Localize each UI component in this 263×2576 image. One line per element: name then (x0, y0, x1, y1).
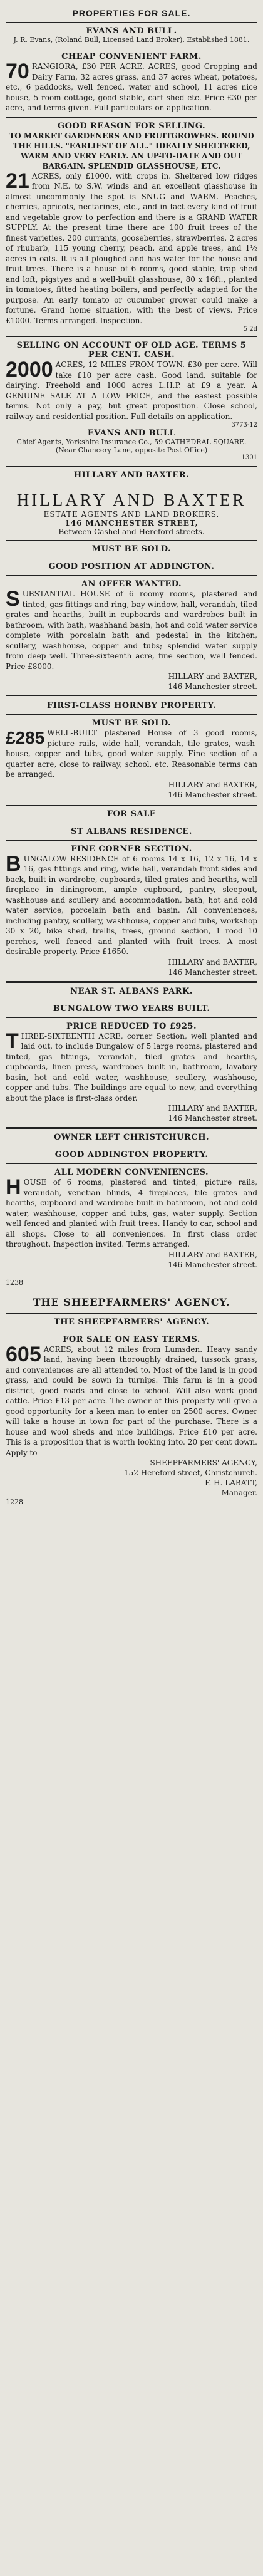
divider (6, 804, 257, 806)
agency-banner: THE SHEEPFARMERS' AGENCY. (33, 1296, 230, 1308)
ref-number: 1228 (6, 1498, 23, 1506)
rule (6, 840, 257, 841)
listing-price: £285 (6, 728, 45, 747)
ad-text: ACRES, 12 MILES FROM TOWN. £30 per acre. Will take £10 per acre cash. Good land, suitable for dairying. Freehold and 1000 acres L.H.P. at £9 a year. A GENUINE SALE AT A LOW PRICE, and the easiest possible terms. Not only a pay, but great proposition. Close school, railway and residential position. Full details on application. (6, 360, 257, 421)
ad-header: EVANS AND BULL. (86, 26, 177, 36)
firm-name-line: HILLARY AND BAXTER. (73, 470, 190, 480)
ad-body (6, 360, 257, 422)
signature-name: HILLARY and BAXTER, (168, 672, 257, 681)
listing-title: OWNER LEFT CHRISTCHURCH. (53, 1133, 210, 1142)
firm-between: Between Cashel and Hereford streets. (58, 527, 205, 536)
offer: AN OFFER WANTED. (81, 579, 182, 589)
listing-body (6, 851, 257, 957)
signature-name: HILLARY and BAXTER, (168, 780, 257, 789)
ad-text: ACRES, only £1000, with crops in. Sheltered low ridges from N.E. to S.W. winds and an excellent glasshouse in almost uncommonly the spot is SNUG and WARM. Peaches, cherries, apricots, nectarines, etc., and in fact every kind of fruit and vegetable grow to perfection and there is a GRAND WATER SUPPLY. At the present time there are 100 fruit trees of the finest varieties, 200 currants, gooseberries, strawberries, 2 acres of rhubarb, 115 young cherry, peach, and apple trees, and 1½ acres in oats. It is all ploughed and has water for the house and fruit trees. There is a house of 6 rooms, good stable, trap shed and loft, pigstyes and a well-built glasshouse, 80 x 16ft., planted in tomatoes, fitted heating boilers, and perfectly adapted for the purpose. An early tomato or cucumber grower could make a fortune. Grand home situation, with the best of views. Price £1000. Terms arranged. Inspection. (6, 171, 257, 325)
firm-address: 146 MANCHESTER STREET, (64, 519, 199, 527)
firm-role: ESTATE AGENTS AND LAND BROKERS, (43, 510, 220, 519)
ad-sheepfarmers (6, 1296, 257, 1507)
sale-note: MUST BE SOLD. (91, 544, 172, 554)
ad-ref: 5 2d (243, 326, 257, 333)
lead-number: 21 (6, 169, 29, 193)
signature-name: HILLARY and BAXTER, (168, 1250, 257, 1259)
listing-title: NEAR ST. ALBANS PARK. (70, 986, 193, 996)
signature-name: HILLARY and BAXTER, (168, 957, 257, 967)
ad-good-reason (6, 122, 257, 333)
listing-text: WELL-BUILT plastered House of 3 good rooms, picture rails, wide hall, verandah, tile grates, wash-house, copper and tubs, good water supply. Fine section of a quarter acre, close to railway, school, etc. Reasonable terms can be arranged. (6, 729, 257, 779)
hillary-baxter-main (6, 470, 257, 692)
listing-note: ALL MODERN CONVENIENCES. (54, 1168, 209, 1177)
signature-1: SHEEPFARMERS' AGENCY, (150, 1458, 257, 1467)
listing-text: OUSE of 6 rooms, plastered and tinted, picture rails, verandah, venetian blinds, 4 fireplaces, tile grates and hearths, cupboard and wardrobe built-in bathroom, hot and cold water, washhouse, copper and tubs, gas, water supply. Section well fenced and planted with fruit trees. Handy to car, school and all shops. Close to all conveniences. In first class order throughout. Inspection invited. Terms arranged. (6, 1178, 257, 1249)
listing-note: FINE CORNER SECTION. (71, 844, 192, 854)
rule (6, 540, 257, 541)
ad-header: EVANS AND BULL (87, 428, 176, 438)
title-rule (6, 22, 257, 23)
signature-address: 146 Manchester street. (168, 967, 257, 977)
signature-3: F. H. LABATT, (205, 1478, 257, 1487)
lead-letter: S (6, 587, 20, 611)
listing-note: MUST BE SOLD. (91, 719, 172, 728)
listing-st-albans-park (6, 987, 257, 1124)
rule (6, 1163, 257, 1164)
page-title: PROPERTIES FOR SALE. (72, 8, 191, 18)
ad-title: GOOD REASON FOR SELLING. (57, 121, 206, 131)
lead-number: 605 (6, 1342, 41, 1366)
signature-address: 146 Manchester street. (168, 1260, 257, 1269)
listing-title: FIRST-CLASS HORNBY PROPERTY. (47, 701, 216, 710)
agency-header: THE SHEEPFARMERS' AGENCY. (54, 1317, 209, 1327)
listing-body (6, 1031, 257, 1104)
listing-subtitle: ST ALBANS RESIDENCE. (71, 826, 192, 836)
listing-hornby (6, 701, 257, 800)
ad-body (6, 61, 257, 113)
listing-body (6, 1177, 257, 1250)
firm-big-name: HILLARY AND BAXTER (16, 491, 247, 509)
listing-subtitle: BUNGALOW TWO YEARS BUILT. (53, 1004, 210, 1014)
lead-number: 2000 (6, 358, 53, 382)
lead-letter: T (6, 1029, 19, 1053)
listing-text: HREE-SIXTEENTH ACRE, corner Section, well planted and laid out, to include Bungalow of 5 large rooms, plastered and tinted, gas fittings, verandah, tiled grates and hearths, cupboards, linen press, wardrobes built in, bathroom, lavatory basin, hot and cold water, washhouse, scullery, washhouse, copper and tubs. The buildings are equal to new, and everything about the place is first-class order. (6, 1031, 257, 1103)
firm-line: Chief Agents, Yorkshire Insurance Co., 59 CATHEDRAL SQUARE. (Near Chancery Lane, opposite Post Office) (16, 438, 247, 454)
divider (6, 695, 257, 697)
divider (6, 981, 257, 983)
sale-terms: FOR SALE ON EASY TERMS. (63, 1334, 200, 1344)
lead-number: 70 (6, 60, 29, 83)
ad-text: ACRES, about 12 miles from Lumsden. Heavy sandy land, having been thoroughly drained, tussock grass, and conveniences are all attended to. Most of the land is in good grass, and could be sown in turnips. This farm is in a good district, good roads and close to school. Will also work good cattle. Price £13 per acre. The owner of this property will give a good opportunity for a keen man to enter on 2500 acres. Owner will take a house in town for part of the purchase. There is a house and wool sheds and nice buildings. Price £10 per acre. This is a proposition that is worth looking into. 20 per cent down. Apply to (6, 1344, 257, 1457)
ad-text: UBSTANTIAL HOUSE of 6 roomy rooms, plastered and tinted, gas fittings and ring, bay window, hall, verandah, tiled grates and hearths, built-in cupboards and wardrobes built in bathroom, with bath, washhand basin, hot and cold water service complete with porcelain bath and pedestal in the kitchen, scullery, washhouse, copper and tubs; splendid water supply from deep well. Three-sixteenth acre, fine section, well fenced. Price £8000. (6, 589, 257, 671)
ad-body (6, 171, 257, 326)
signature-address: 146 Manchester street. (168, 1114, 257, 1123)
ad-text: RANGIORA, £30 PER ACRE. ACRES, good Cropping and Dairy Farm, 32 acres grass, and 37 acres wheat, potatoes, etc., 6 paddocks, well fenced, water and school, 11 acres nice house, 5 room cottage, good stable, cart shed etc. Price £30 per acre, and terms given. Full particulars on application. (6, 62, 257, 112)
divider (6, 1127, 257, 1129)
divider (6, 117, 257, 118)
firm-line: J. R. Evans, (Roland Bull, Licensed Land Broker). Established 1881. (13, 36, 250, 44)
ad-body (6, 589, 257, 672)
ad-evans-bull-footer (6, 428, 257, 461)
ad-ref: 1301 (241, 454, 257, 461)
divider (6, 336, 257, 337)
signature-4: Manager. (221, 1488, 257, 1497)
ad-title: CHEAP CONVENIENT FARM. (61, 52, 202, 61)
ref-number: 1238 (6, 1278, 23, 1287)
ad-old-age (6, 341, 257, 428)
rule (6, 1017, 257, 1018)
ad-evans-bull-farm (6, 26, 257, 113)
divider (6, 1291, 257, 1292)
listing-body (6, 728, 257, 780)
listing-title: FOR SALE (106, 809, 157, 819)
position: GOOD POSITION AT ADDINGTON. (48, 562, 215, 571)
rule (6, 714, 257, 715)
signature-name: HILLARY and BAXTER, (168, 1104, 257, 1113)
listing-subtitle: GOOD ADDINGTON PROPERTY. (54, 1150, 209, 1160)
listing-text: UNGALOW RESIDENCE of 6 rooms 14 x 16, 12 x 16, 14 x 16, gas fittings and ring, wide hall, verandah front sides and back, built-in wardrobe, cupboards, tiled grates and hearths, well fireplace in diningroom, ample cupboard, pantry, sleepout, washhouse and scullery and accommodation, bath, hot and cold water service, porcelain bath and basin. All conveniences, including pantry, scullery, washhouse, copper and tubs, workshop 30 x 20, bike shed, trellis, trees, ground section, 1 rood 10 perches, well fenced and planted with fruit trees. A most desirable property. Price £1650. (6, 854, 257, 956)
listing-st-albans (6, 809, 257, 977)
rule (6, 1312, 257, 1314)
signature-address: 146 Manchester street. (168, 682, 257, 691)
ad-subtitle: TO MARKET GARDENERS AND FRUITGROWERS. ROUND THE HILLS. "EARLIEST OF ALL." IDEALLY SHELTERED, WARM AND VERY EARLY. AN UP-TO-DATE AND OUT BARGAIN. SPLENDID GLASSHOUSE, ETC. (9, 131, 254, 170)
rule (6, 575, 257, 576)
divider (6, 465, 257, 467)
listing-note: PRICE REDUCED TO £925. (66, 1021, 197, 1031)
listing-addington (6, 1133, 257, 1270)
ad-ref: 3773-12 (231, 422, 257, 428)
signature-address: 146 Manchester street. (168, 790, 257, 799)
lead-letter: H (6, 1175, 21, 1199)
lead-letter: B (6, 851, 21, 876)
ad-body (6, 1344, 257, 1458)
signature-2: 152 Hereford street, Christchurch. (123, 1468, 257, 1477)
ad-title: SELLING ON ACCOUNT OF OLD AGE. TERMS 5 PER CENT. CASH. (16, 341, 247, 360)
